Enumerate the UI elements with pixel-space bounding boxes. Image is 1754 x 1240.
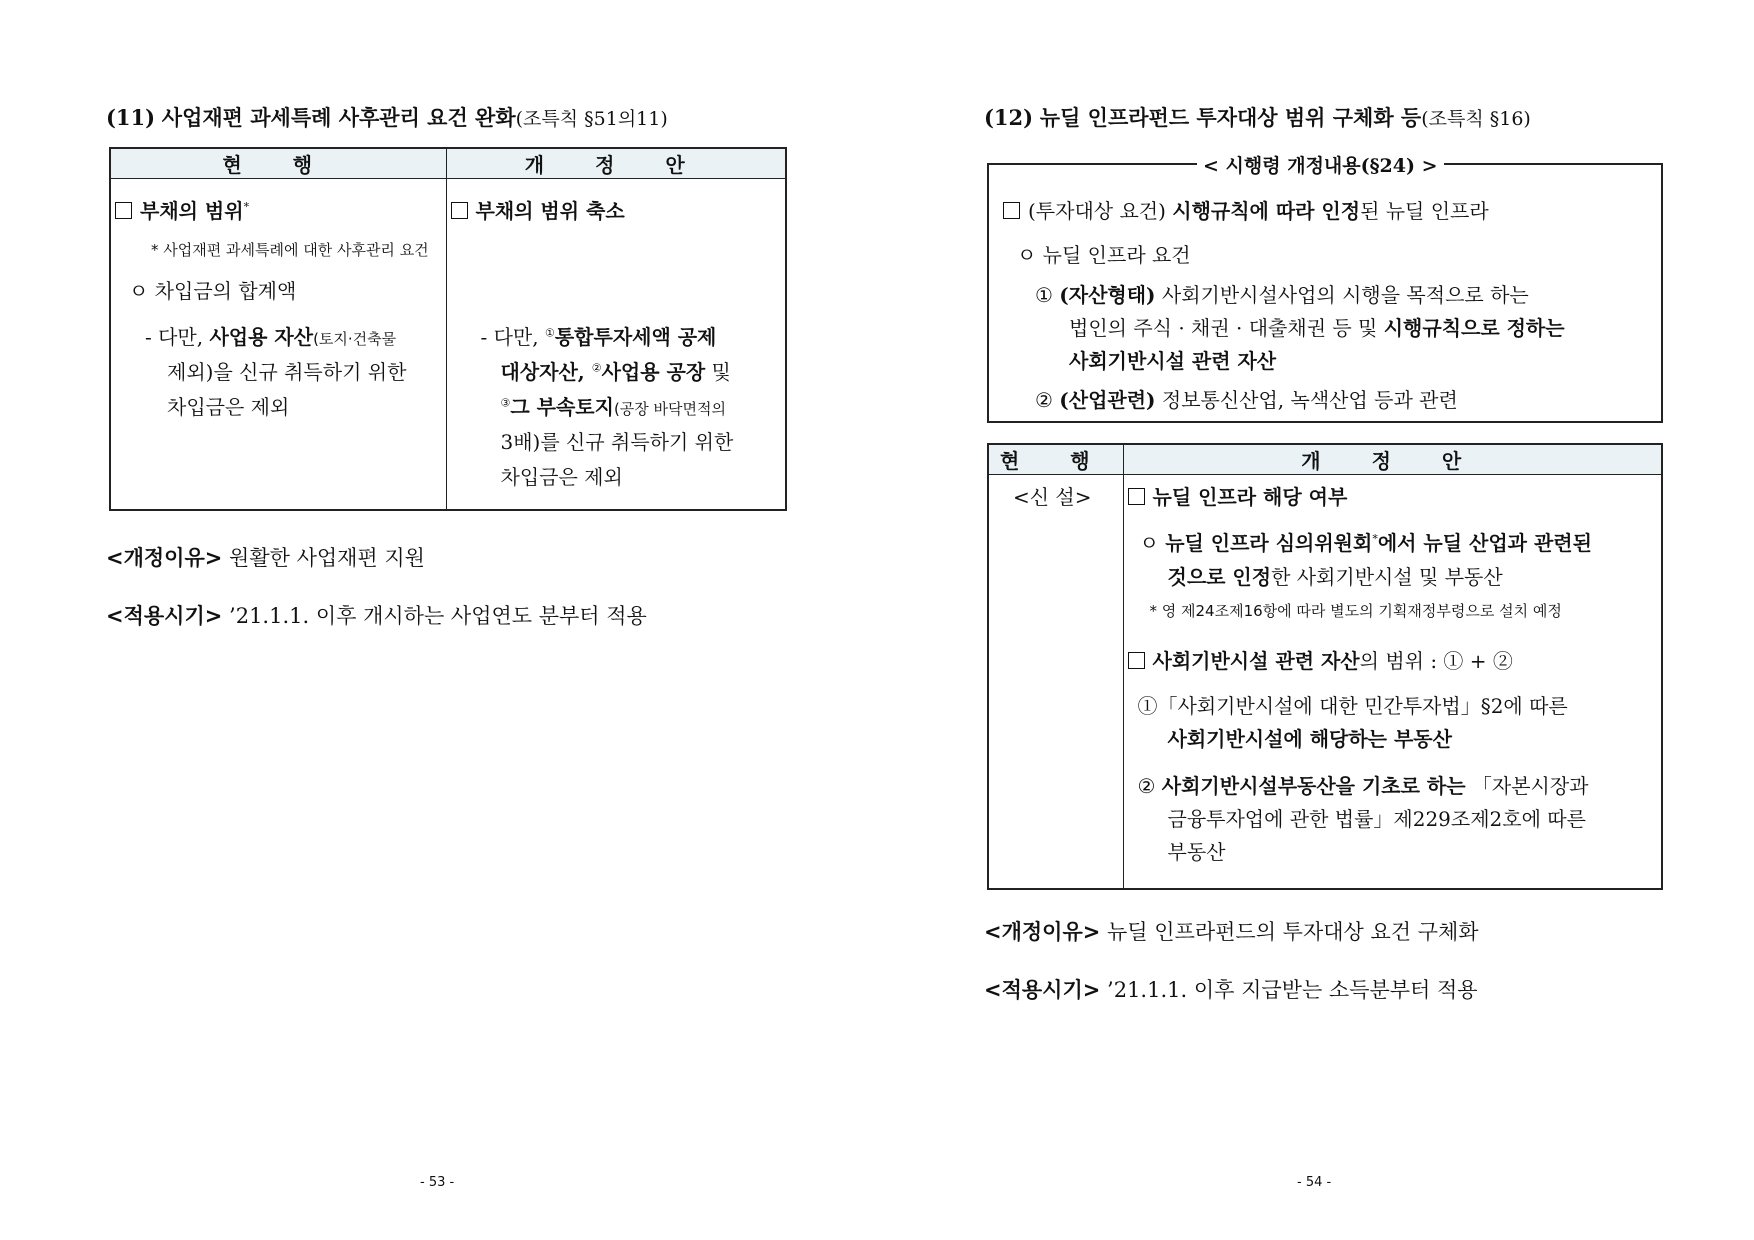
decree-line-2: ㅇ 뉴딜 인프라 요건 <box>1017 243 1191 267</box>
revised-item-1: 뉴딜 인프라 해당 여부 <box>1128 481 1348 510</box>
revised-cell <box>446 179 786 511</box>
page-number: - 53 - <box>420 1175 455 1190</box>
revision-reason <box>984 916 1479 946</box>
comparison-table-12 <box>987 443 1663 890</box>
section-title-11 <box>106 102 668 132</box>
revised-bullet-1: ㅇ 뉴딜 인프라 심의위원회*에서 뉴딜 산업과 관련된 <box>1139 531 1592 555</box>
page-number: - 54 - <box>1297 1175 1332 1190</box>
decree-caption: < 시행령 개정내용(§24) > <box>1197 151 1444 178</box>
current-dash-2: 제외)을 신규 취득하기 위한 <box>167 360 407 384</box>
checkbox-square-icon <box>115 202 132 219</box>
current-cell <box>110 179 446 511</box>
decree-line-6: ② (산업관련) 정보통신산업, 녹색산업 등과 관련 <box>1035 388 1458 412</box>
reason-label: <개정이유> <box>106 546 223 570</box>
decree-line-1: (투자대상 요건) 시행규칙에 따라 인정된 뉴딜 인프라 <box>1003 195 1489 224</box>
checkbox-square-icon <box>1003 202 1020 219</box>
reason-text: 원활한 사업재편 지원 <box>229 546 425 570</box>
revised-dash-4: 3배)를 신규 취득하기 위한 <box>500 430 734 454</box>
current-item: 부채의 범위* <box>115 195 249 224</box>
revised-sub-2b: 금융투자업에 관한 법률」제229조제2호에 따른 <box>1167 807 1586 831</box>
apply-text: ’21.1.1. 이후 지급받는 소득분부터 적용 <box>1107 978 1478 1002</box>
apply-text: ’21.1.1. 이후 개시하는 사업연도 분부터 적용 <box>229 604 647 628</box>
decree-box <box>987 155 1663 423</box>
section-number: (12) <box>984 105 1034 130</box>
checkbox-square-icon <box>1128 652 1145 669</box>
revised-sub-1b: 사회기반시설에 해당하는 부동산 <box>1167 727 1452 751</box>
section-reference: (조특칙 §16) <box>1421 108 1531 130</box>
revised-cell <box>1123 475 1662 890</box>
apply-label: <적용시기> <box>984 978 1101 1002</box>
comparison-table-11 <box>109 147 787 511</box>
revised-sub-2c: 부동산 <box>1167 840 1226 864</box>
page-54 <box>877 0 1754 1240</box>
reason-label: <개정이유> <box>984 920 1101 944</box>
revision-reason <box>106 542 425 572</box>
section-reference: (조특칙 §51의11) <box>515 108 668 130</box>
current-dash-1: - 다만, 사업용 자산(토지·건축물 <box>145 325 397 349</box>
section-heading: 사업재편 과세특례 사후관리 요건 완화 <box>161 105 516 130</box>
revised-note: * 영 제24조제16항에 따라 별도의 기획재정부령으로 설치 예정 <box>1149 602 1562 620</box>
revised-sub-1a: ①「사회기반시설에 대한 민간투자법」§2에 따른 <box>1137 694 1568 718</box>
current-bullet: ㅇ 차입금의 합계액 <box>129 279 297 303</box>
header-current: 현 행 <box>110 148 446 179</box>
revised-dash-2: 대상자산, ②사업용 공장 및 <box>500 360 731 384</box>
checkbox-square-icon <box>451 202 468 219</box>
revised-dash-5: 차입금은 제외 <box>500 465 623 489</box>
revised-item: 부채의 범위 축소 <box>451 195 625 224</box>
decree-line-4: 법인의 주식 · 채권 · 대출채권 등 및 시행규칙으로 정하는 <box>1069 316 1565 340</box>
revised-sub-2a: ② 사회기반시설부동산을 기초로 하는 「자본시장과 <box>1137 774 1589 798</box>
section-title-12 <box>984 102 1531 132</box>
section-heading: 뉴딜 인프라펀드 투자대상 범위 구체화 등 <box>1039 105 1422 130</box>
apply-period <box>984 974 1478 1004</box>
apply-label: <적용시기> <box>106 604 223 628</box>
revised-dash-3: ③그 부속토지(공장 바닥면적의 <box>500 395 727 419</box>
header-revised: 개 정 안 <box>1123 444 1662 475</box>
current-note: * 사업재편 과세특례에 대한 사후관리 요건 <box>151 241 429 259</box>
new-provision-label: <신 설> <box>1013 485 1092 509</box>
current-cell <box>988 475 1123 890</box>
header-revised: 개 정 안 <box>446 148 786 179</box>
apply-period <box>106 600 647 630</box>
decree-line-5: 사회기반시설 관련 자산 <box>1069 349 1277 373</box>
revised-dash-1: - 다만, ①통합투자세액 공제 <box>480 325 717 349</box>
checkbox-square-icon <box>1128 488 1145 505</box>
section-number: (11) <box>106 105 156 130</box>
header-current: 현 행 <box>988 444 1123 475</box>
revised-item-2: 사회기반시설 관련 자산의 범위 : ① + ② <box>1128 645 1513 674</box>
revised-bullet-2: 것으로 인정한 사회기반시설 및 부동산 <box>1167 565 1503 589</box>
decree-line-3: ① (자산형태) 사회기반시설사업의 시행을 목적으로 하는 <box>1035 283 1529 307</box>
reason-text: 뉴딜 인프라펀드의 투자대상 요건 구체화 <box>1107 920 1479 944</box>
current-dash-3: 차입금은 제외 <box>167 395 290 419</box>
